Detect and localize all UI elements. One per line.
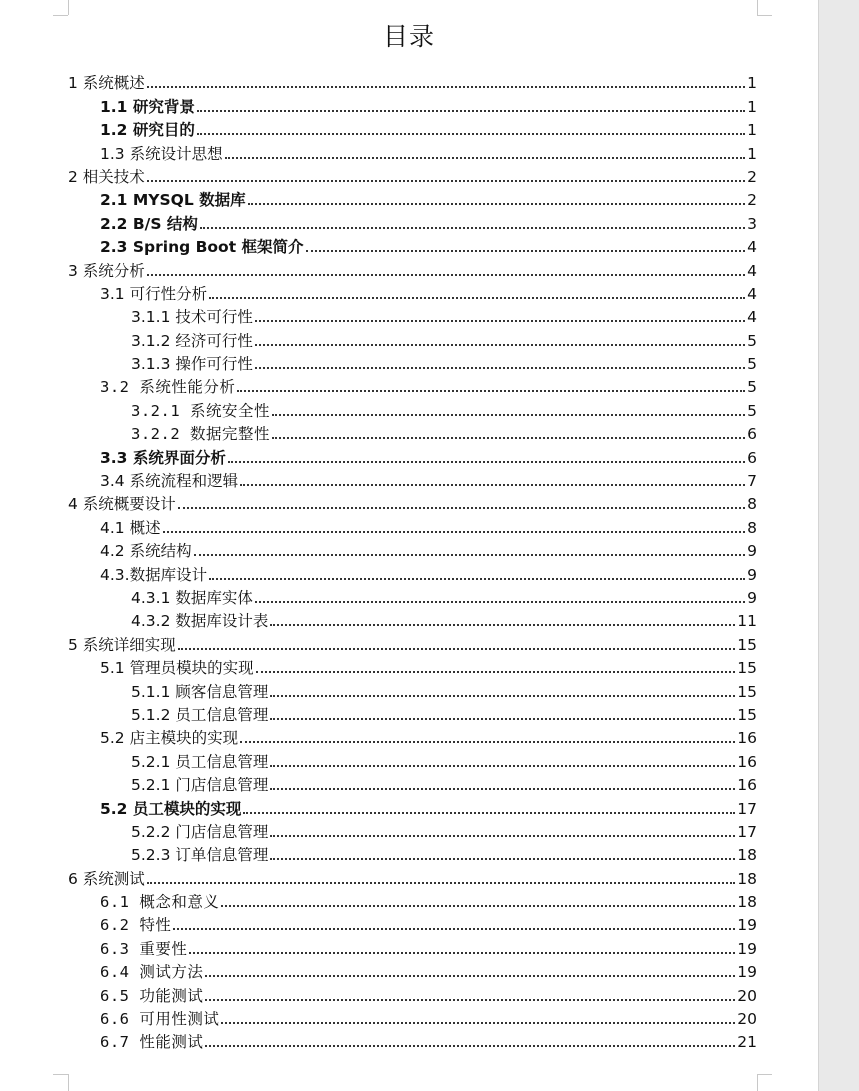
toc-entry-page-number: 16 [737,752,757,771]
toc-entry[interactable] [68,866,757,889]
toc-entry-label: 5.1 管理员模块的实现 [100,659,254,678]
toc-entry-page-number: 19 [737,916,757,935]
dot-leader [147,273,745,276]
toc-entry-page-number: 21 [737,1033,757,1052]
dot-leader [205,998,735,1001]
toc-entry-page-number: 9 [747,565,757,584]
toc-entry[interactable] [68,890,757,913]
toc-entry-label: 4.1 概述 [100,518,161,537]
margin-mark-bottom-right-horizontal [757,1074,772,1075]
dot-leader [221,904,735,907]
toc-entry-page-number: 11 [737,612,757,631]
toc-entry-label: 5.2 员工模块的实现 [100,799,242,818]
margin-mark-top-right-horizontal [757,15,772,16]
dot-leader [221,1021,735,1024]
dot-leader [272,436,745,439]
toc-entry[interactable] [68,445,757,468]
toc-entry[interactable] [68,305,757,328]
toc-entry-page-number: 4 [747,238,757,257]
margin-mark-bottom-left-horizontal [53,1074,68,1075]
toc-entry-page-number: 5 [747,331,757,350]
toc-entry[interactable] [68,1007,757,1030]
dot-leader [173,927,735,930]
toc-entry-label: 3.2.1 系统安全性 [131,401,270,420]
dot-leader [147,881,735,884]
toc-entry[interactable] [68,1030,757,1053]
toc-entry-page-number: 15 [737,682,757,701]
toc-entry[interactable] [68,679,757,702]
toc-entry-label: 1.3 系统设计思想 [100,144,223,163]
toc-entry-label: 3.1.2 经济可行性 [131,331,253,350]
toc-entry-page-number: 17 [737,822,757,841]
margin-mark-bottom-left [68,1074,69,1091]
toc-entry-page-number: 1 [747,97,757,116]
toc-entry[interactable] [68,703,757,726]
toc-entry-label: 2 相关技术 [68,167,145,186]
toc-entry-label: 6.2 特性 [100,916,172,935]
margin-mark-top-left [68,0,69,15]
toc-entry[interactable] [68,422,757,445]
dot-leader [197,132,745,135]
toc-entry[interactable] [68,843,757,866]
dot-leader [240,740,735,743]
dot-leader [240,483,745,486]
dot-leader [270,787,735,790]
toc-entry-label: 5.1.1 顾客信息管理 [131,682,269,701]
toc-entry-page-number: 9 [747,588,757,607]
toc-entry-label: 2.2 B/S 结构 [100,214,198,233]
toc-entry[interactable] [68,141,757,164]
toc-entry-label: 5.2.2 门店信息管理 [131,822,269,841]
toc-entry-page-number: 16 [737,729,757,748]
toc-entry[interactable] [68,539,757,562]
toc-entry[interactable] [68,983,757,1006]
toc-entry[interactable] [68,913,757,936]
toc-entry-page-number: 5 [747,401,757,420]
toc-entry-label: 4 系统概要设计 [68,495,176,514]
toc-entry-page-number: 8 [747,518,757,537]
toc-entry[interactable] [68,375,757,398]
toc-entry-label: 1.2 研究目的 [100,121,195,140]
toc-entry-page-number: 8 [747,495,757,514]
dot-leader [163,530,745,533]
toc-entry-label: 1.1 研究背景 [100,97,195,116]
dot-leader [306,249,745,252]
toc-entry-page-number: 2 [747,191,757,210]
toc-entry-label: 5.2 店主模块的实现 [100,729,239,748]
dot-leader [147,85,745,88]
toc-entry-page-number: 5 [747,355,757,374]
toc-entry-label: 2.3 Spring Boot 框架简介 [100,238,304,257]
dot-leader [270,694,735,697]
dot-leader [255,319,745,322]
toc-entry-label: 4.3.数据库设计 [100,565,208,584]
toc-entry[interactable] [68,562,757,585]
toc-entry-label: 3.2.2 数据完整性 [131,425,270,444]
toc-entry-page-number: 17 [737,799,757,818]
dot-leader [189,951,735,954]
toc-entry-page-number: 6 [747,425,757,444]
toc-entry-page-number: 7 [747,472,757,491]
toc-entry[interactable] [68,796,757,819]
toc-entry-label: 3.1.1 技术可行性 [131,308,253,327]
dot-leader [243,811,735,814]
toc-entry[interactable] [68,211,757,234]
toc-entry[interactable] [68,492,757,515]
dot-leader [256,670,736,673]
toc-entry-page-number: 18 [737,893,757,912]
toc-entry-label: 3.1 可行性分析 [100,284,208,303]
dot-leader [178,647,735,650]
dot-leader [255,366,745,369]
toc-entry-label: 3 系统分析 [68,261,145,280]
page-gutter [818,0,859,1091]
toc-entry[interactable] [68,328,757,351]
toc-entry-page-number: 19 [737,939,757,958]
dot-leader [178,506,745,509]
toc-entry[interactable] [68,515,757,538]
toc-entry-label: 6.6 可用性测试 [100,1010,220,1029]
toc-entry-label: 3.3 系统界面分析 [100,448,226,467]
dot-leader [255,343,745,346]
dot-leader [205,1044,735,1047]
toc-entry-label: 6.1 概念和意义 [100,893,220,912]
toc-entry-page-number: 15 [737,705,757,724]
toc-entry-label: 5.2.1 门店信息管理 [131,776,269,795]
toc-entry[interactable] [68,352,757,375]
toc-entry-label: 4.3.1 数据库实体 [131,588,253,607]
toc-entry-page-number: 3 [747,214,757,233]
toc-entry-page-number: 1 [747,144,757,163]
toc-entry-label: 2.1 MYSQL 数据库 [100,191,246,210]
toc-entry-page-number: 16 [737,776,757,795]
dot-leader [248,202,745,205]
toc-entry-label: 1 系统概述 [68,74,145,93]
toc-entry-page-number: 18 [737,846,757,865]
toc-entry[interactable] [68,656,757,679]
toc-entry[interactable] [68,586,757,609]
toc-entry-label: 6.3 重要性 [100,939,188,958]
toc-entry[interactable] [68,936,757,959]
toc-title: 目录 [382,22,435,51]
toc-entry[interactable] [68,469,757,492]
toc-entry-page-number: 6 [747,448,757,467]
dot-leader [209,577,745,580]
toc-entry-label: 3.4 系统流程和逻辑 [100,472,239,491]
dot-leader [194,553,745,556]
toc-entry-page-number: 4 [747,308,757,327]
toc-entry-label: 6 系统测试 [68,869,145,888]
toc-entry[interactable] [68,188,757,211]
margin-mark-top-right [757,0,758,15]
toc-entry-page-number: 9 [747,542,757,561]
toc-entry[interactable] [68,165,757,188]
toc-entry-label: 5.2.3 订单信息管理 [131,846,269,865]
toc-entry[interactable] [68,94,757,117]
toc-entry[interactable] [68,749,757,772]
toc-entry[interactable] [68,960,757,983]
toc-entry-page-number: 19 [737,963,757,982]
toc-entry[interactable] [68,258,757,281]
toc-entry-page-number: 18 [737,869,757,888]
toc-entry-label: 6.7 性能测试 [100,1033,204,1052]
toc-entry[interactable] [68,726,757,749]
margin-mark-top-left-horizontal [53,15,68,16]
dot-leader [147,179,745,182]
dot-leader [209,296,745,299]
toc-entry-page-number: 20 [737,986,757,1005]
toc-entry-page-number: 2 [747,167,757,186]
toc-entry[interactable] [68,118,757,141]
dot-leader [197,109,745,112]
toc-entry-page-number: 20 [737,1010,757,1029]
dot-leader [200,226,745,229]
table-of-contents [68,71,757,1053]
toc-entry[interactable] [68,820,757,843]
toc-entry[interactable] [68,71,757,94]
toc-entry-label: 3.1.3 操作可行性 [131,355,253,374]
toc-entry-label: 6.5 功能测试 [100,986,204,1005]
toc-entry-label: 5 系统详细实现 [68,635,176,654]
toc-entry-label: 3.2 系统性能分析 [100,378,236,397]
toc-entry-page-number: 1 [747,74,757,93]
dot-leader [255,600,745,603]
dot-leader [270,717,735,720]
dot-leader [270,623,735,626]
toc-entry[interactable] [68,609,757,632]
toc-entry-label: 4.3.2 数据库设计表 [131,612,269,631]
toc-entry[interactable] [68,282,757,305]
dot-leader [272,413,745,416]
toc-entry-page-number: 15 [737,659,757,678]
toc-entry-label: 5.1.2 员工信息管理 [131,705,269,724]
toc-entry-label: 5.2.1 员工信息管理 [131,752,269,771]
dot-leader [237,389,745,392]
margin-mark-bottom-right [757,1074,758,1091]
dot-leader [205,974,735,977]
toc-entry[interactable] [68,235,757,258]
toc-entry[interactable] [68,398,757,421]
toc-entry-page-number: 5 [747,378,757,397]
toc-entry-page-number: 1 [747,121,757,140]
toc-entry[interactable] [68,773,757,796]
toc-entry-label: 4.2 系统结构 [100,542,192,561]
toc-entry-page-number: 4 [747,284,757,303]
dot-leader [228,460,745,463]
toc-entry-page-number: 4 [747,261,757,280]
dot-leader [270,764,735,767]
dot-leader [270,834,735,837]
toc-entry-page-number: 15 [737,635,757,654]
toc-entry-label: 6.4 测试方法 [100,963,204,982]
toc-entry[interactable] [68,632,757,655]
dot-leader [225,156,745,159]
dot-leader [270,857,735,860]
